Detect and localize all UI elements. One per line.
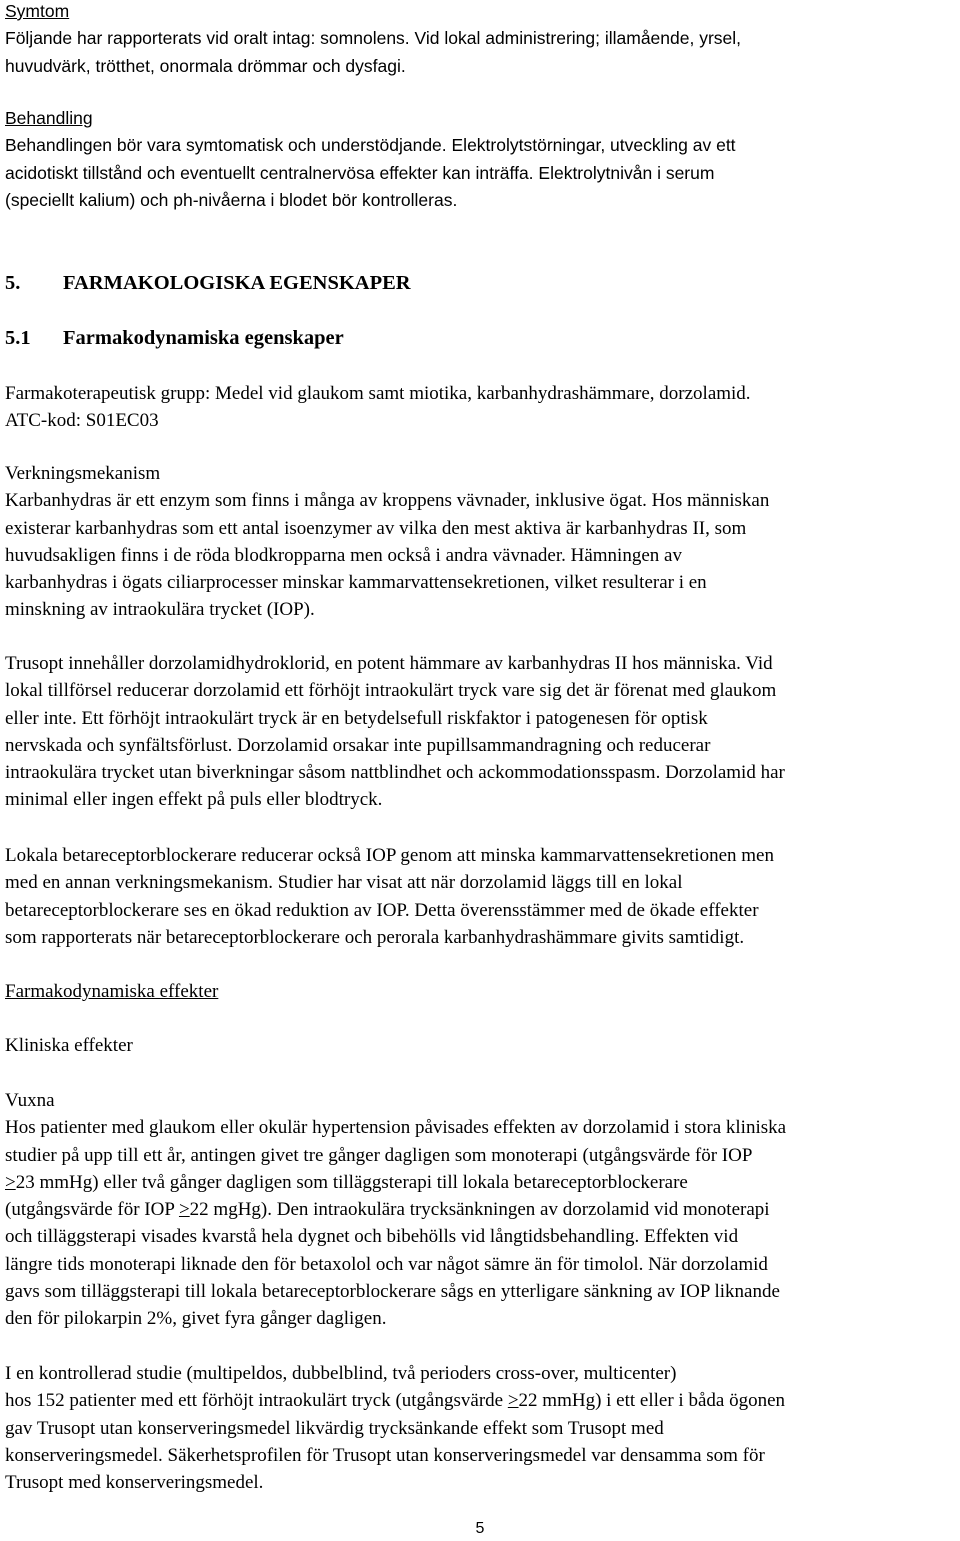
- treatment-line-3: (speciellt kalium) och ph-nivåerna i blodet bör kontrolleras.: [5, 189, 458, 210]
- trusopt-line-5: intraokulära trycket utan biverkningar såsom nattblindhet och ackommodationsspasm. Dorzolamid har: [5, 762, 785, 784]
- symptoms-heading: Symtom: [5, 1, 70, 21]
- adults-line-6: längre tids monoterapi liknade den för betaxolol och var något sämre än för timolol. När dorzolamid: [5, 1253, 768, 1275]
- trusopt-paragraph: [5, 650, 954, 814]
- pd-effects-section: [5, 978, 954, 1005]
- symptoms-line-2: huvudvärk, trötthet, onormala drömmar och dysfagi.: [5, 55, 406, 76]
- study-line-2: hos 152 patienter med ett förhöjt intraokulärt tryck (utgångsvärde >22 mmHg) i ett eller i båda ögonen: [5, 1390, 786, 1412]
- mechanism-heading: Verkningsmekanism: [5, 463, 161, 484]
- adults-line-1: Hos patienter med glaukom eller okulär hypertension påvisades effekten av dorzolamid i stora kliniska: [5, 1117, 787, 1139]
- beta-line-1: Lokala betareceptorblockerare reducerar också IOP genom att minska kammarvattensekretionen men: [5, 845, 774, 866]
- geq-symbol: >: [178, 1199, 190, 1221]
- beta-line-3: betareceptorblockerare ses en ökad reduktion av IOP. Detta överensstämmer med de ökade effekter: [5, 899, 759, 921]
- geq-symbol: >: [5, 1171, 16, 1193]
- section-5-title: FARMAKOLOGISKA EGENSKAPER: [63, 272, 411, 294]
- adults-line-4: (utgångsvärde för IOP >22 mgHg). Den intraokulära trycksänkningen av dorzolamid vid monoterapi: [5, 1199, 770, 1221]
- pd-effects-heading: Farmakodynamiska effekter: [5, 981, 219, 1002]
- page-number: 5: [475, 1520, 485, 1537]
- mechanism-line-2: existerar karbanhydras som ett antal isoenzymer av vilka den mest aktiva är karbanhydras II, som: [5, 517, 747, 539]
- pharmacotherapeutic-group: [5, 380, 954, 435]
- treatment-line-2: acidotiskt tillstånd och eventuellt centralnervösa effekter kan inträffa. Elektrolytnivån i serum: [5, 162, 715, 183]
- mechanism-line-4: karbanhydras i ögats ciliarprocesser minskar kammarvattensekretionen, vilket resulterar i en: [5, 572, 707, 594]
- beta-blocker-paragraph: [5, 842, 954, 951]
- trusopt-line-1: Trusopt innehåller dorzolamidhydroklorid, en potent hämmare av karbanhydras II hos människa. Vid: [5, 653, 773, 674]
- adults-line-2: studier på upp till ett år, antingen givet tre gånger dagligen som monoterapi (utgångsvärde för IOP: [5, 1144, 753, 1166]
- section-5-1-number: 5.1: [5, 327, 31, 349]
- trusopt-line-6: minimal eller ingen effekt på puls eller blodtryck.: [5, 789, 383, 811]
- adults-section: [5, 1087, 954, 1333]
- adults-line-8: den för pilokarpin 2%, givet fyra gånger dagligen.: [5, 1308, 387, 1330]
- treatment-line-1: Behandlingen bör vara symtomatisk och understödjande. Elektrolytstörningar, utveckling av ett: [5, 135, 736, 156]
- geq-symbol: >: [507, 1390, 519, 1412]
- symptoms-section: [5, 0, 954, 80]
- treatment-heading: Behandling: [5, 108, 93, 128]
- section-5-number: 5.: [5, 272, 21, 294]
- study-line-1: I en kontrollerad studie (multipeldos, dubbelblind, två perioders cross-over, multicenter): [5, 1363, 677, 1384]
- beta-line-4: som rapporterats när betareceptorblockerare och perorala karbanhydrashämmare givits samtidigt.: [5, 926, 745, 948]
- adults-line-3: >23 mmHg) eller två gånger dagligen som tilläggsterapi till lokala betareceptorblockerare: [5, 1171, 688, 1193]
- clinical-effects-heading: Kliniska effekter: [5, 1035, 133, 1056]
- trusopt-line-3: eller inte. Ett förhöjt intraokulärt tryck är en betydelsefull riskfaktor i patogenesen för optisk: [5, 707, 708, 729]
- study-line-3: gav Trusopt utan konserveringsmedel likvärdig trycksänkande effekt som Trusopt med: [5, 1417, 664, 1439]
- pharmacotherapeutic-line-1: Farmakoterapeutisk grupp: Medel vid glaukom samt miotika, karbanhydrashämmare, dorzolamid.: [5, 383, 751, 404]
- study-line-4: konserveringsmedel. Säkerhetsprofilen för Trusopt utan konserveringsmedel var densamma som för: [5, 1444, 765, 1466]
- symptoms-line-1: Följande har rapporterats vid oralt intag: somnolens. Vid lokal administrering; illamående, yrsel,: [5, 28, 742, 49]
- atc-code: ATC-kod: S01EC03: [5, 410, 159, 432]
- trusopt-line-2: lokal tillförsel reducerar dorzolamid ett förhöjt intraokulärt tryck vare sig det är förenat med glaukom: [5, 680, 777, 702]
- clinical-effects-section: [5, 1032, 954, 1059]
- mechanism-section: [5, 460, 954, 624]
- section-5-heading: [5, 270, 954, 297]
- mechanism-line-1: Karbanhydras är ett enzym som finns i många av kroppens vävnader, inklusive ögat. Hos människan: [5, 490, 770, 512]
- section-5-1-heading: [5, 325, 954, 352]
- adults-heading: Vuxna: [5, 1090, 55, 1111]
- study-line-5: Trusopt med konserveringsmedel.: [5, 1472, 264, 1494]
- treatment-section: [5, 105, 954, 214]
- trusopt-line-4: nervskada och synfältsförlust. Dorzolamid orsakar inte pupillsammandragning och reducerar: [5, 734, 711, 756]
- adults-line-5: och tilläggsterapi visades kvarstå hela dygnet och bibehölls vid långtidsbehandling. Effekten vid: [5, 1226, 739, 1248]
- section-5-1-title: Farmakodynamiska egenskaper: [63, 327, 344, 349]
- mechanism-line-5: minskning av intraokulära trycket (IOP).: [5, 599, 315, 621]
- adults-line-7: gavs som tilläggsterapi till lokala betareceptorblockerare sågs en ytterligare sänkning av IOP liknande: [5, 1281, 780, 1303]
- controlled-study-paragraph: [5, 1360, 954, 1496]
- beta-line-2: med en annan verkningsmekanism. Studier har visat att när dorzolamid läggs till en lokal: [5, 872, 683, 894]
- mechanism-line-3: huvudsakligen finns i de röda blodkropparna men också i andra vävnader. Hämningen av: [5, 544, 682, 566]
